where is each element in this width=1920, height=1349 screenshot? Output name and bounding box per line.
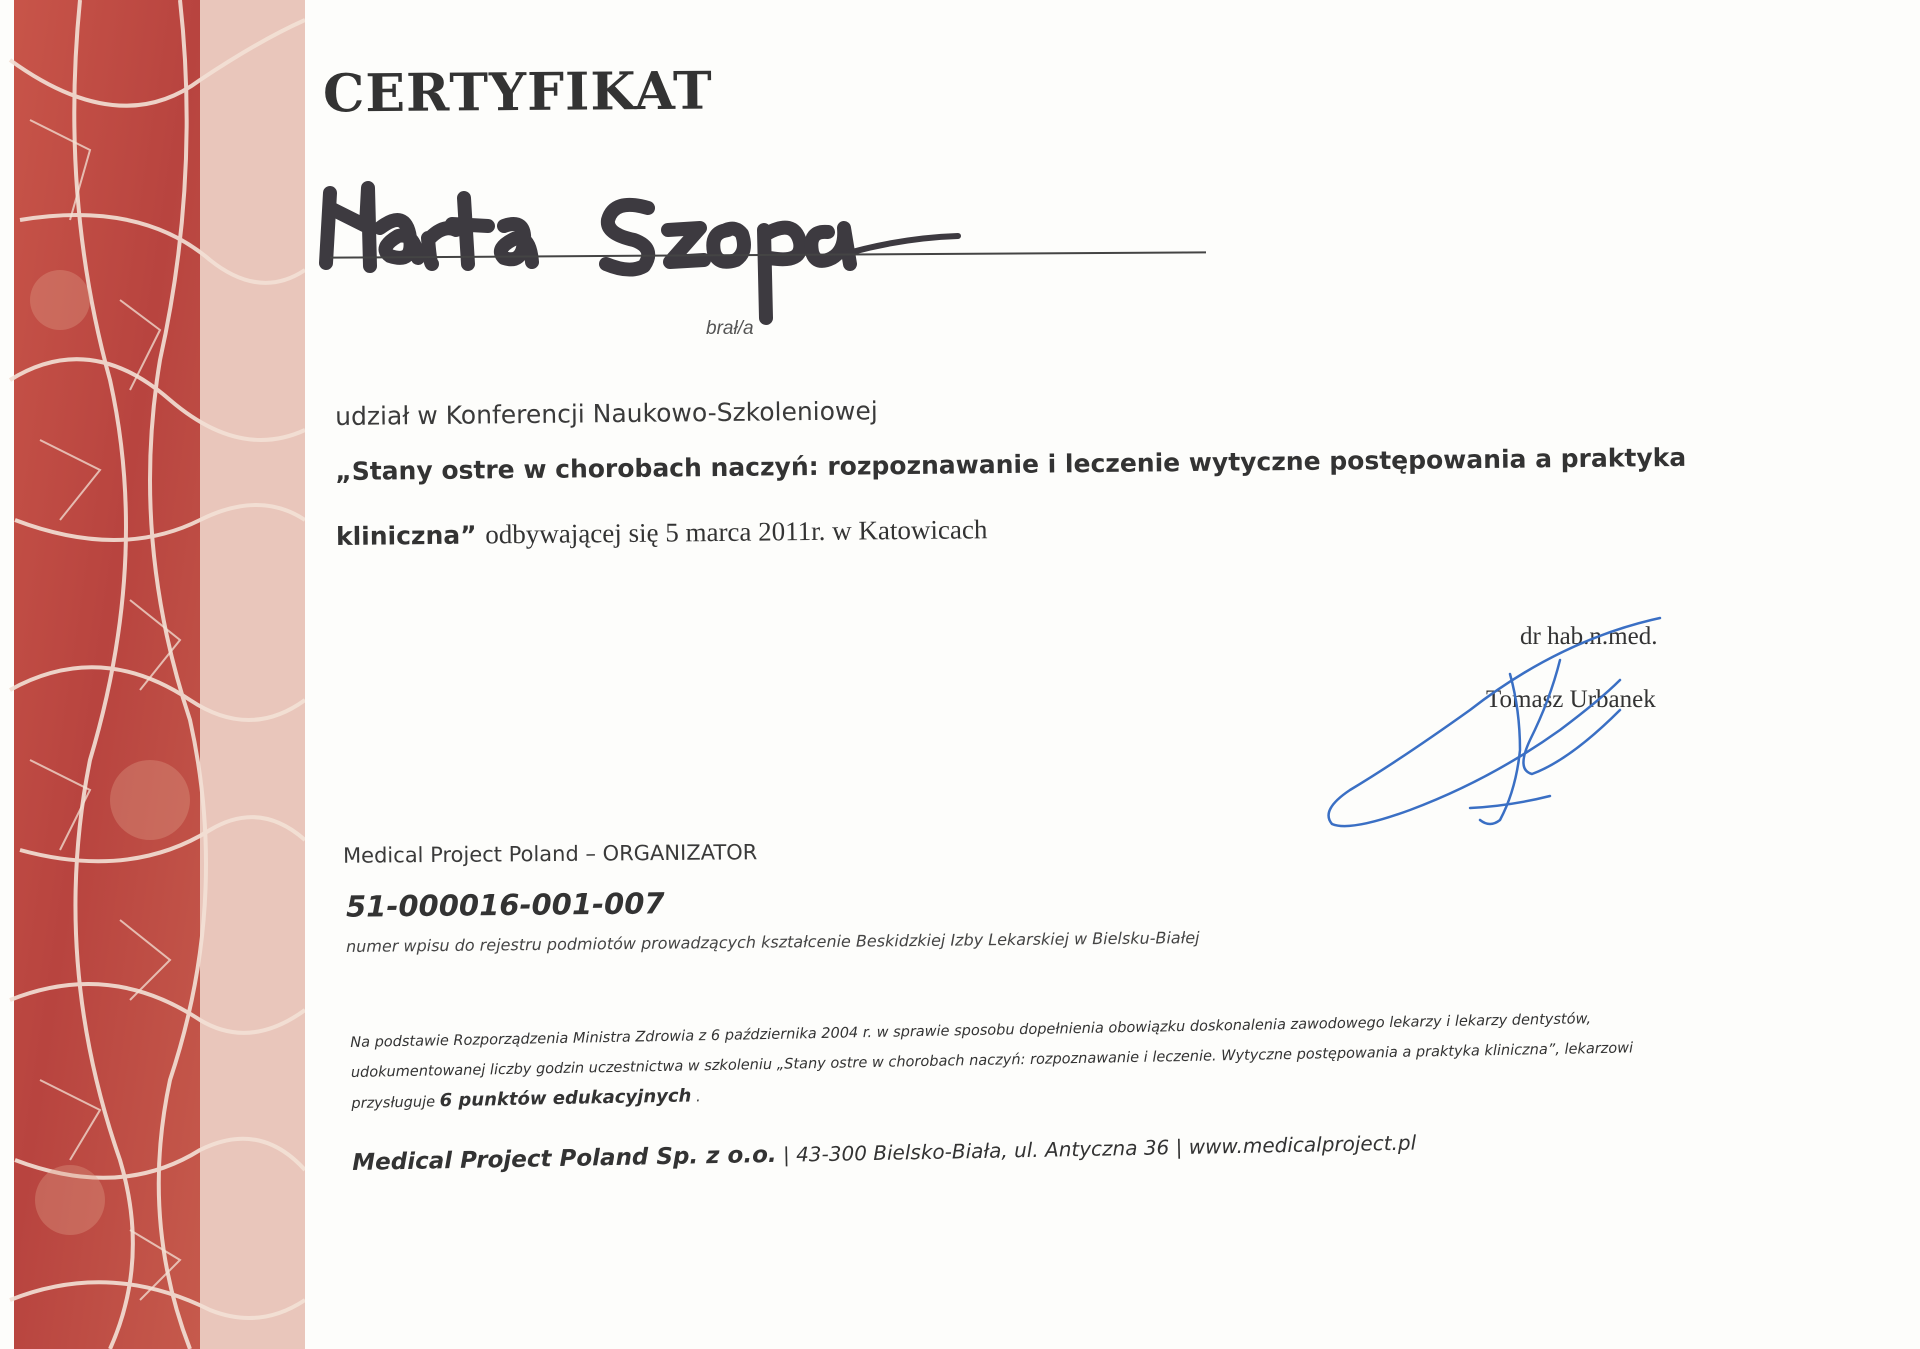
conference-date-place: odbywającej się 5 marca 2011r. w Katowicach xyxy=(485,514,988,550)
conference-description xyxy=(335,426,1696,569)
education-points: 6 punktów edukacyjnych xyxy=(439,1085,692,1112)
conference-title-line2: kliniczna” xyxy=(335,520,477,551)
legal-line3-suffix: . xyxy=(695,1089,701,1106)
certificate-title: CERTYFIKAT xyxy=(322,60,713,125)
legal-basis xyxy=(350,1002,1701,1119)
legal-line1: Na podstawie Rozporządzenia Ministra Zdrowia z 6 października 2004 r. w sprawie sposobu dopełnienia obowiązku doskonalenia zawodowego lekarzy i lekarzy dentystów, xyxy=(350,1011,1592,1051)
conference-title-line1: „Stany ostre w chorobach naczyń: rozpoznawanie i leczenie wytyczne postępowania a praktyka xyxy=(335,442,1687,486)
footer-contact xyxy=(352,1130,1416,1176)
footer-company: Medical Project Poland Sp. z o.o. xyxy=(352,1141,777,1176)
intro-text: udział w Konferencji Naukowo-Szkoleniowej xyxy=(335,396,878,431)
registry-description: numer wpisu do rejestru podmiotów prowadzących kształcenie Beskidzkiej Izby Lekarskiej w Bielsku-Białej xyxy=(346,928,1200,956)
signatory-degree: dr hab.n.med. xyxy=(1520,623,1658,650)
registry-number: 51-000016-001-007 xyxy=(345,886,665,924)
name-label: brał/a xyxy=(706,318,754,339)
organizer-label: Medical Project Poland – ORGANIZATOR xyxy=(342,840,758,868)
signatory-name: Tomasz Urbanek xyxy=(1486,686,1656,713)
leaf-decoration xyxy=(0,0,305,1349)
legal-line2: udokumentowanej liczby godzin uczestnictwa w szkoleniu „Stany ostre w chorobach naczyń: rozpoznawanie i leczenie. Wytyczne postępowania a praktyka kliniczna”, lekarzowi xyxy=(350,1040,1634,1081)
signature-scribble xyxy=(1320,610,1680,830)
conference-title-line2-wrap xyxy=(336,490,1697,569)
footer-address: | 43-300 Bielsko-Biała, ul. Antyczna 36 | www.medicalproject.pl xyxy=(782,1130,1417,1167)
legal-line3-prefix: przysługuje xyxy=(351,1094,436,1112)
